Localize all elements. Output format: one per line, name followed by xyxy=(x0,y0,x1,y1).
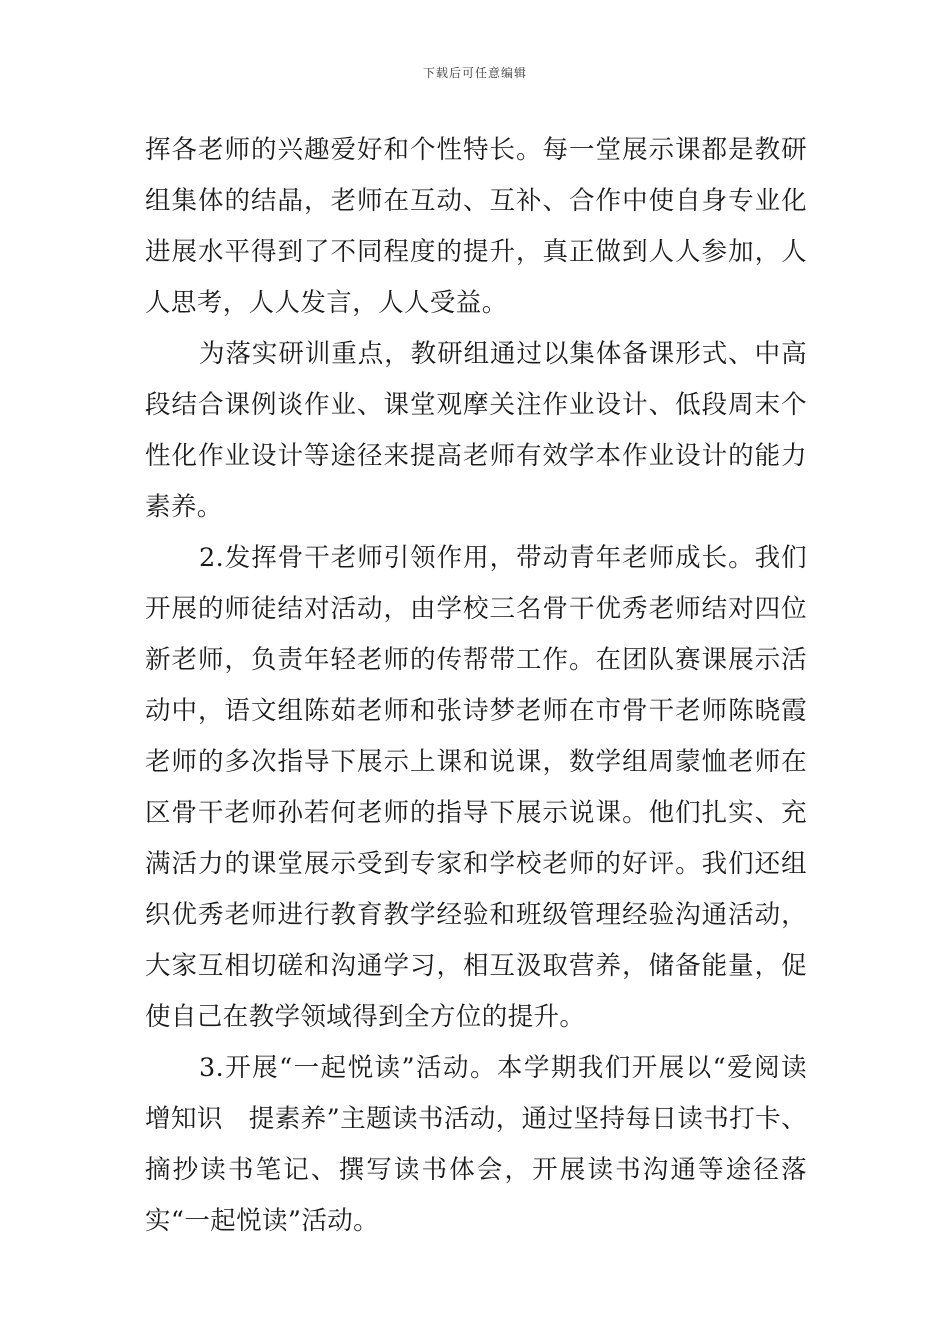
paragraph-continuation: 挥各老师的兴趣爱好和个性特长。每一堂展示课都是教研组集体的结晶，老师在互动、互补、合作中使自身专业化进展水平得到了不同程度的提升，真正做到人人参加，人人思考，人人发言，人人受益。 xyxy=(145,135,807,318)
page-header-note: 下载后可任意编辑 xyxy=(422,66,527,80)
paragraph-research-focus: 为落实研训重点，教研组通过以集体备课形式、中高段结合课例谈作业、课堂观摩关注作业设计、低段周末个性化作业设计等途径来提高老师有效学本作业设计的能力素养。 xyxy=(145,339,807,522)
document-body xyxy=(145,125,833,1247)
paragraph-reading-activity: 3.开展“一起悦读”活动。本学期我们开展以“爱阅读 增知识 提素养”主题读书活动，通过坚持每日读书打卡、摘抄读书笔记、撰写读书体会，开展读书沟通等途径落实“一起悦读”活动。 xyxy=(145,1053,833,1236)
paragraph-mentor-program: 2.发挥骨干老师引领作用，带动青年老师成长。我们开展的师徒结对活动，由学校三名骨干优秀老师结对四位新老师，负责年轻老师的传帮带工作。在团队赛课展示活动中，语文组陈茹老师和张诗梦老师在市骨干老师陈晓霞老师的多次指导下展示上课和说课，数学组周蒙恤老师在区骨干老师孙若何老师的指导下展示说课。他们扎实、充满活力的课堂展示受到专家和学校老师的好评。我们还组织优秀老师进行教育教学经验和班级管理经验沟通活动，大家互相切磋和沟通学习，相互汲取营养，储备能量，促使自己在教学领域得到全方位的提升。 xyxy=(145,543,807,1032)
